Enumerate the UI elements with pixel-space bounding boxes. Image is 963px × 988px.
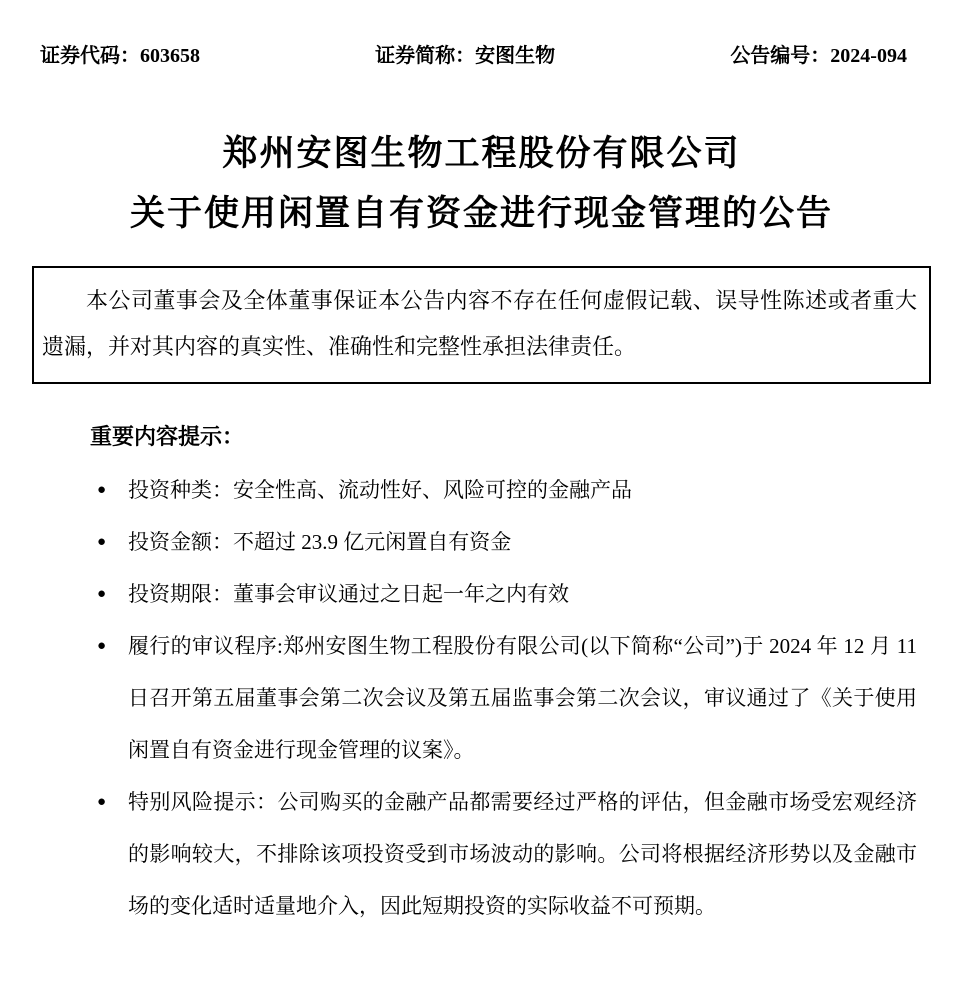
bullet-icon: ●: [97, 482, 107, 498]
important-hints-list: [95, 464, 917, 932]
list-item-investment-type: [95, 464, 917, 516]
bullet-text: 投资期限：董事会审议通过之日起一年之内有效: [128, 582, 569, 606]
bullet-text: 履行的审议程序:郑州安图生物工程股份有限公司(以下简称“公司”)于 2024 年 12 月 11 日召开第五届董事会第二次会议及第五届监事会第二次会议，审议通过了《关于使用闲置自有资金进行现金管理的议案》。: [128, 634, 917, 762]
bullet-text: 投资种类：安全性高、流动性好、风险可控的金融产品: [128, 478, 632, 502]
page-title-line2: 关于使用闲置自有资金进行现金管理的公告: [129, 194, 833, 233]
list-item-investment-amount: [95, 516, 917, 568]
bullet-icon: ●: [97, 586, 107, 602]
bullet-icon: ●: [97, 794, 107, 810]
bullet-icon: ●: [97, 638, 107, 654]
page-title-line1: 郑州安图生物工程股份有限公司: [222, 134, 741, 173]
important-hints-heading: 重要内容提示：: [90, 424, 245, 449]
stock-short-name: 证券简称：安图生物: [375, 45, 556, 67]
bullet-text: 投资金额：不超过 23.9 亿元闲置自有资金: [128, 530, 512, 554]
board-statement-text: 本公司董事会及全体董事保证本公告内容不存在任何虚假记载、误导性陈述或者重大遗漏，并对其内容的真实性、准确性和完整性承担法律责任。: [42, 288, 917, 359]
document-meta-row: [0, 0, 963, 68]
stock-code: 证券代码：603658: [40, 45, 200, 67]
bullet-text: 特别风险提示：公司购买的金融产品都需要经过严格的评估，但金融市场受宏观经济的影响较大，不排除该项投资受到市场波动的影响。公司将根据经济形势以及金融市场的变化适时适量地介入，因此短期投资的实际收益不可预期。: [128, 790, 917, 918]
bullet-icon: ●: [97, 534, 107, 550]
list-item-special-risk: [95, 776, 917, 932]
list-item-investment-term: [95, 568, 917, 620]
board-statement-box: [32, 266, 931, 384]
announcement-number: 公告编号：2024-094: [730, 45, 907, 67]
list-item-review-procedure: [95, 620, 917, 776]
page-title: [0, 124, 963, 244]
